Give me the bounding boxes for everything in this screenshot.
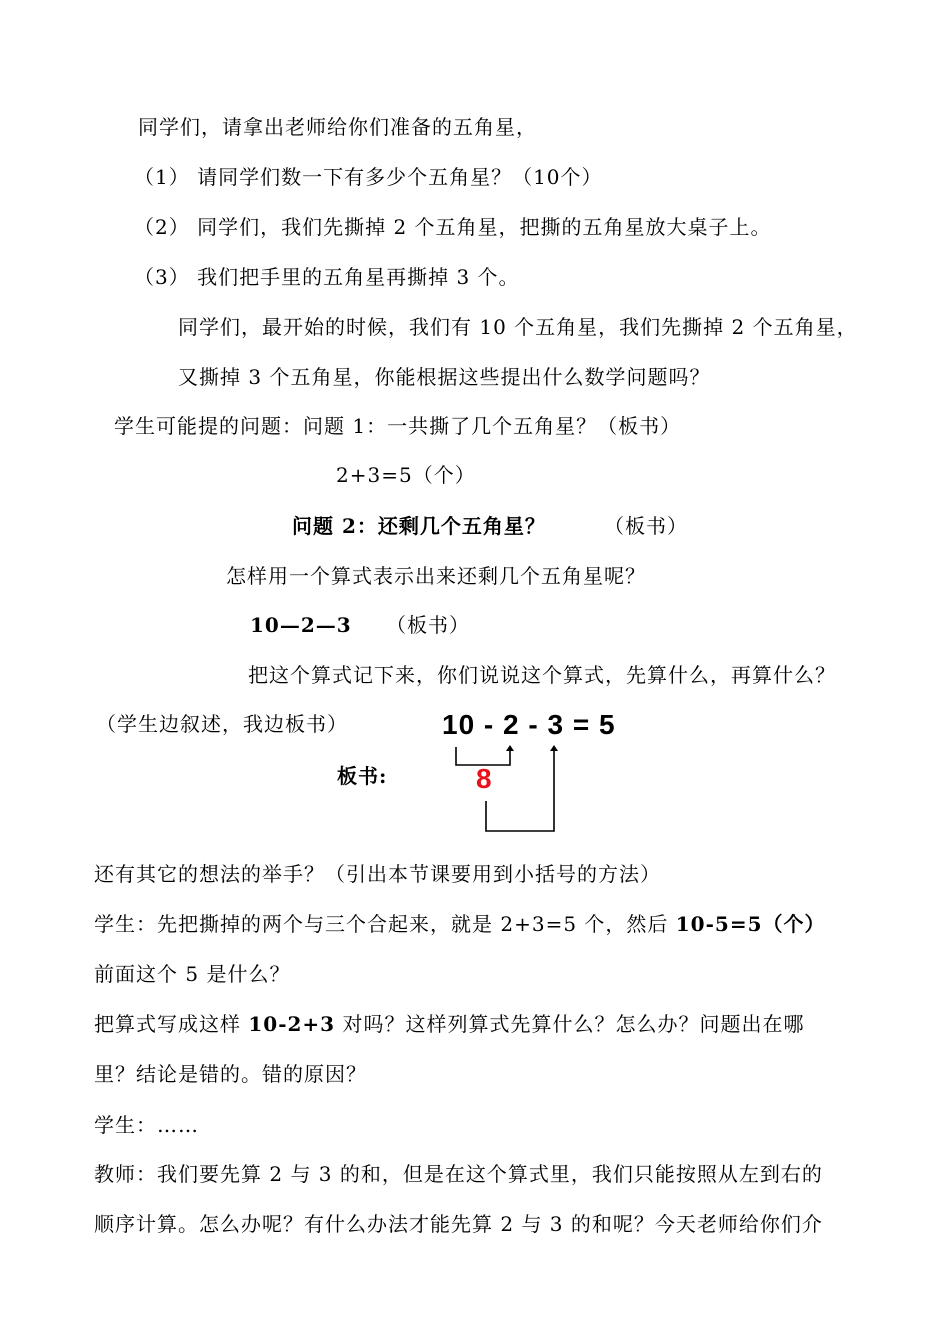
- equation-line-8: 2+3=5（个）: [336, 463, 476, 487]
- text-line-13: （学生边叙述，我边板书）: [96, 712, 348, 736]
- text-line-15: [94, 910, 826, 938]
- text-line-12: 把这个算式记下来，你们说说这个算式，先算什么，再算什么？: [248, 663, 836, 687]
- calculation-brackets: [430, 705, 630, 840]
- text-line-3: （2） 同学们，我们先撕掉 2 个五角星，把撕的五角星放大桌子上。: [134, 215, 772, 239]
- text-line-6: 又撕掉 3 个五角星，你能根据这些提出什么数学问题吗？: [178, 365, 711, 389]
- text-line-17: [94, 1010, 804, 1038]
- student-answer-expression: 10-5=5（个）: [675, 912, 826, 936]
- wrong-form-expression: 10-2+3: [248, 1012, 336, 1036]
- first-step-arrowhead: [506, 745, 514, 751]
- board-label: 板书:: [337, 764, 388, 788]
- text-line-18: 里？结论是错的。错的原因？: [94, 1062, 367, 1086]
- text-line-20: 教师：我们要先算 2 与 3 的和，但是在这个算式里，我们只能按照从左到右的: [94, 1162, 823, 1186]
- text-line-16: 前面这个 5 是什么？: [94, 962, 291, 986]
- text-line-19: 学生：……: [94, 1113, 199, 1137]
- text-line-5: 同学们，最开始的时候，我们有 10 个五角星，我们先撕掉 2 个五角星，: [178, 315, 858, 339]
- text-line-1: 同学们，请拿出老师给你们准备的五角星，: [138, 115, 537, 139]
- text-line-2: （1） 请同学们数一下有多少个五角星？（10个）: [134, 165, 603, 189]
- board-note-2: （板书）: [386, 613, 470, 637]
- board-diagram: [430, 705, 630, 840]
- text-line-21: 顺序计算。怎么办呢？有什么办法才能先算 2 与 3 的和呢？今天老师给你们介: [94, 1212, 823, 1236]
- board-note-1: （板书）: [604, 514, 688, 538]
- text-line-4: （3） 我们把手里的五角星再撕掉 3 个。: [134, 265, 520, 289]
- text-line-10: 怎样用一个算式表示出来还剩几个五角星呢？: [226, 564, 646, 588]
- expression-bold: 10—2—3: [250, 613, 352, 637]
- student-answer-text: 学生：先把撕掉的两个与三个合起来，就是 2+3=5 个，然后: [94, 912, 676, 936]
- board-equation: 10 - 2 - 3 = 5: [442, 709, 616, 740]
- text-line-14: 还有其它的想法的举手？（引出本节课要用到小括号的方法）: [94, 862, 661, 886]
- question-2-heading: 问题 2：还剩几个五角星？: [292, 514, 546, 538]
- text-line-7: 学生可能提的问题：问题 1：一共撕了几个五角星？（板书）: [114, 414, 682, 438]
- wrong-form-intro: 把算式写成这样: [94, 1012, 249, 1036]
- second-step-bracket: [486, 749, 554, 831]
- wrong-form-question: 对吗？这样列算式先算什么？怎么办？问题出在哪: [335, 1012, 805, 1036]
- second-step-arrowhead: [550, 745, 558, 751]
- intermediate-result: 8: [476, 763, 492, 794]
